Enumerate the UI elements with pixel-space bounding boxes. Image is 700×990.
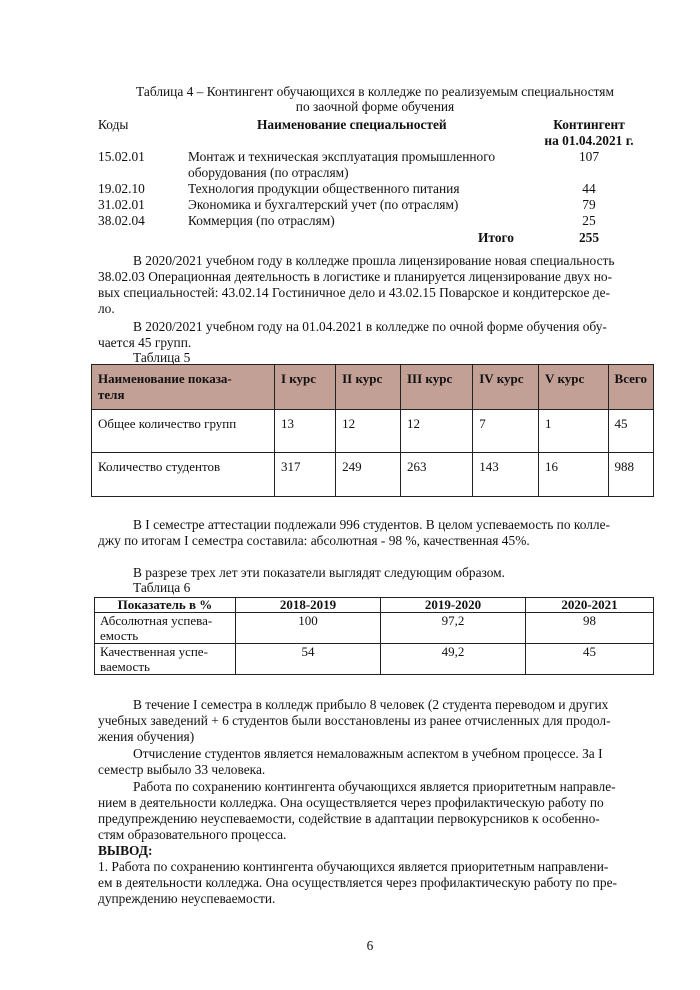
table-row [95,644,654,675]
table5 [91,364,654,497]
table6-header-cell: Показатель в % [95,598,236,613]
para-licensing-line3: вых специальностей: 43.02.14 Гостиничное дело и 43.02.15 Поварское и кондитерское де- [98,285,611,300]
table4-total-value: 255 [578,230,600,245]
para-groups-line1: В 2020/2021 учебном году на 01.04.2021 в колледже по очной форме обучения обу- [133,319,607,334]
para-attestation-line2: джу по итогам I семестра составила: абсолютная - 98 %, качественная 45%. [98,533,530,548]
table-row [95,613,654,644]
conclusion-line1: 1. Работа по сохранению контингента обучающихся является приоритетным направлени- [98,859,609,874]
table4-head-codes: Коды [98,117,129,132]
table4-row-code: 19.02.10 [98,181,145,196]
table4-row-count: 107 [578,149,600,164]
table4-row-count: 44 [582,181,596,196]
table4-caption-line1: Таблица 4 – Контингент обучающихся в колледже по реализуемым специальностям [136,84,614,99]
table4-row-name: Коммерция (по отраслям) [188,213,335,228]
para-arrived-line3: жения обучения) [98,729,195,744]
table6-cell [95,644,236,675]
table4-row-name: Технология продукции общественного питания [188,181,460,196]
table5-header-cell: V курс [539,365,609,410]
para-arrived-line2: учебных заведений + 6 студентов были восстановлены из ранее отчисленных для продол- [98,713,611,728]
table4-row-code: 38.02.04 [98,213,145,228]
table6-row-name-1: Качественная успе- [100,644,208,659]
table6-cell: 97,2 [381,613,526,644]
table5-cell: Количество студентов [92,453,275,497]
table4-row-code: 15.02.01 [98,149,145,164]
table6-row-name-2: емость [100,628,139,643]
table5-header-cell: Всего [608,365,653,410]
conclusion-heading: ВЫВОД: [98,843,153,858]
para-licensing-line4: ло. [98,301,115,316]
table4-row-count: 79 [582,197,596,212]
table6-header-cell: 2019-2020 [381,598,526,613]
conclusion-line3: дупреждению неуспеваемости. [98,891,276,906]
table5-cell: 263 [401,453,473,497]
table6-cell: 98 [526,613,654,644]
page-number: 6 [366,938,374,953]
table4-total-label: Итого [478,230,514,245]
para-groups-line2: чается 45 групп. [98,335,192,350]
table5-cell: 13 [274,410,335,453]
para-retention-line2: нием в деятельности колледжа. Она осуществляется через профилактическую работу по [98,795,604,810]
para-retention-line3: предупреждению неуспеваемости, содействие в адаптации первокурсников к особенно- [98,811,600,826]
table5-header-row [92,365,654,410]
para-arrived-line1: В течение I семестра в колледж прибыло 8 человек (2 студента переводом и других [133,697,609,712]
table-row [92,410,654,453]
table5-header-first-2: теля [98,387,125,402]
table4-head-name: Наименование специальностей [257,117,447,132]
table6-row-name-2: ваемость [100,659,150,674]
table6-cell: 54 [236,644,381,675]
table5-cell: 988 [608,453,653,497]
table5-header-cell: IV курс [473,365,539,410]
table6-row-name-1: Абсолютная успева- [100,613,213,628]
table5-caption: Таблица 5 [133,350,191,365]
table6-cell: 49,2 [381,644,526,675]
table4-caption-line2: по заочной форме обучения [295,99,455,114]
table5-cell: 249 [336,453,401,497]
table5-cell: 1 [539,410,609,453]
para-three-years: В разрезе трех лет эти показатели выглядят следующим образом. [133,565,506,580]
table4-row-count: 25 [582,213,596,228]
table6-header-row [95,598,654,613]
table5-cell: 45 [608,410,653,453]
table5-cell: 16 [539,453,609,497]
conclusion-line2: ем в деятельности колледжа. Она осуществляется через профилактическую работу по пре- [98,875,617,890]
table5-header-first-1: Наименование показа- [98,371,232,386]
table6 [94,597,654,675]
table5-cell: 12 [401,410,473,453]
para-licensing-line1: В 2020/2021 учебном году в колледже прошла лицензирование новая специальность [133,253,615,268]
para-retention-line4: стям образовательного процесса. [98,827,287,842]
table4-row-name: Монтаж и техническая эксплуатация промышленного [188,149,496,164]
table5-header-cell: I курс [274,365,335,410]
table5-cell: Общее количество групп [92,410,275,453]
table6-cell [95,613,236,644]
para-retention-line1: Работа по сохранению контингента обучающихся является приоритетным направле- [133,779,616,794]
table5-header-cell: III курс [401,365,473,410]
table-row [92,453,654,497]
para-expelled-line2: семестр выбыло 33 человека. [98,762,266,777]
para-licensing-line2: 38.02.03 Операционная деятельность в логистике и планируется лицензирование двух но- [98,269,613,284]
table4-head-count-1: Контингент [553,117,625,132]
table6-cell: 45 [526,644,654,675]
table6-header-cell: 2020-2021 [526,598,654,613]
table5-cell: 7 [473,410,539,453]
table5-header-cell [92,365,275,410]
table6-header-cell: 2018-2019 [236,598,381,613]
para-attestation-line1: В I семестре аттестации подлежали 996 студентов. В целом успеваемость по колле- [133,517,610,532]
table5-cell: 143 [473,453,539,497]
table4-row-code: 31.02.01 [98,197,145,212]
table5-header-cell: II курс [336,365,401,410]
table5-cell: 12 [336,410,401,453]
table6-cell: 100 [236,613,381,644]
table4-row-name: Экономика и бухгалтерский учет (по отраслям) [188,197,459,212]
table6-caption: Таблица 6 [133,580,191,595]
table5-cell: 317 [274,453,335,497]
table4-row-name-cont: оборудования (по отраслям) [188,165,349,180]
table4-head-count-2: на 01.04.2021 г. [544,133,634,148]
para-expelled-line1: Отчисление студентов является немаловажным аспектом в учебном процессе. За I [133,746,603,761]
